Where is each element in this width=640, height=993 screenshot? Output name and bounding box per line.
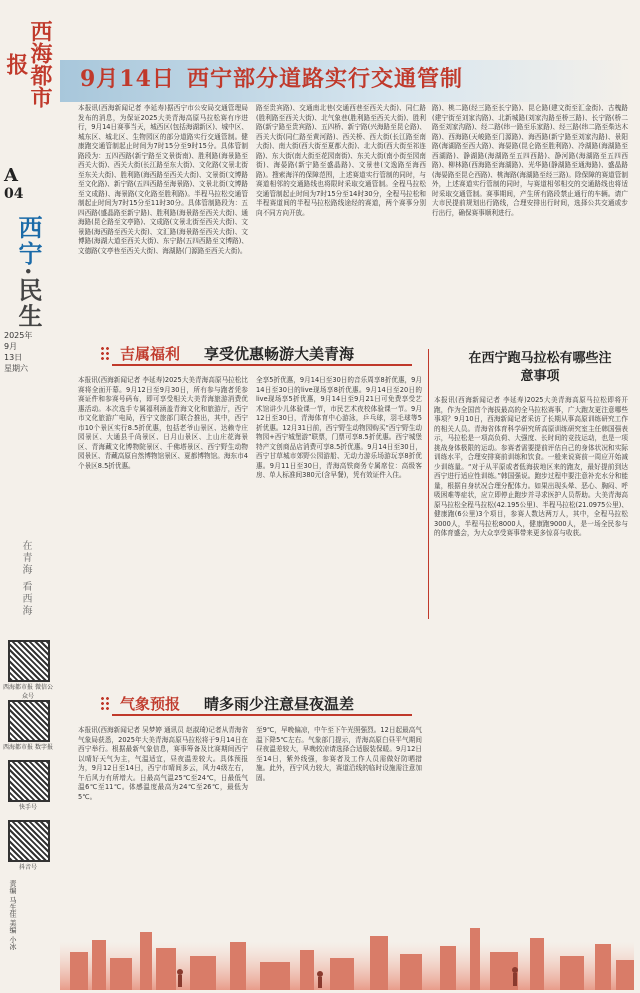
headline-title: 西宁部分道路实行交通管制 <box>186 66 463 92</box>
top-story-col3: 路)、桃二路(经三路至长宁路)、昆仑路(建文街至汇金街)、古槐路(建宁街至刘家沟路)、北新城路(刘家沟路至桥三路)、长宁路(桥二路至刘家沟路)、经二路(纬一路至乐家路)、经三路(纬二路至柴达木路)、西海路(天峻路至门源路)、海西路(新宁路至刘家沟路)、景阳路(海湖路至西大路)、海晏路(昆仑路至胜利路)、冷湖路(海湖路至西湖路)、静湖路(海湖路至五四西路)、静河路(海湖路至五四西路)、柳林路(西海路至海湖路)、光华路(静湖路至通海路)、盛晶路(海晏路至昆仑西路)、桃海路(海湖路至经三路)。除保障的赛道管制外，上述赛道实行管制的同时，与赛道相邻相交的交通路线也将适时采取交通管制。赛事期间，产生所有路段禁止通行的车辆。请广大市民提前规划出行路线，合理安排出行时间，选择公共交通或步行出行，确保赛事顺利进行。 <box>432 104 628 217</box>
story3-left: 本报讯(西海新闻记者 吴梦婷 通讯员 赵淑琦)记者从青海省气象局获悉，2025年大美青海高原马拉松将于9月14日在西宁举行。根据最新气象信息，赛事筹备及比赛期间西宁以晴好天气为主，气温适宜，昼夜温差较大。具体预报为，9月12日至14日，西宁市晴间多云，风力4级左右，午后风力有所增大。日最高气温25℃至24℃，日最低气温6℃至11℃。体感温度最高为24℃至26℃，最低为5℃。 <box>78 726 248 801</box>
qr-code-icon[interactable] <box>8 700 50 742</box>
qr-label: 抖音号 <box>18 864 37 871</box>
qr-label: 快手号 <box>18 804 37 811</box>
story4-title: 在西宁跑马拉松有哪些注意事项 <box>468 351 612 384</box>
section-dot: · <box>14 267 43 278</box>
section-part1: 西宁 <box>14 215 43 267</box>
qr-label: 西海都市报 微信公众号 <box>3 684 53 700</box>
date-month: 9月 <box>4 342 18 351</box>
banner-underline <box>112 364 412 366</box>
banner-underline <box>112 714 412 716</box>
qr-label: 西海都市报 数字报 <box>3 744 53 751</box>
story2-left: 本报讯(西海新闻记者 李延寿)2025大美青海高原马拉松比赛将全面开幕。9月12日至9月30日，所有参与跑者凭参赛证件和参赛号码布，即可享受相关大美青海旅游消费优惠活动。本次选手专属福利涵盖青海文化和旅游厅，西宁市文化旅游广电局，西宁文旅部门联合推出，其中，西宁市10个景区实行8.5折优惠，包括老爷山景区、达赖寺庄园景区、大通县千尚景区、日月山景区、上山庄花海景区、青海藏文化博物院景区、千佛塔景区、西宁野生动物园景区、青藏高原自然博物馆景区、夏都博物馆。海东市4个景区8.5折优惠。 <box>78 376 248 470</box>
story2-banner <box>112 342 412 366</box>
page-letter: A <box>4 165 18 186</box>
story4-accent-line <box>428 349 429 619</box>
page-code <box>4 165 23 202</box>
sidebar <box>0 0 56 993</box>
top-story-col1: 本报讯(西海新闻记者 李延寿)据西宁市公安局交通管理局发布的消息，为保证2025大美青海高原马拉松赛有序进行，9月14日赛事当天，城西区(包括海湖新区)、城中区、城东区、城北区、生物园区的部分道路实行交通管制。健康跑交通管制起止时间为7时15分至9时15分。具体管制路段为：五四西路(新宁路至文景街南)、胜利路(海景路至西关大街)、西关大街(长江路至东大街)、文化路(文景北街至东关大街)、胜利路(海西路至西关大街)、文景街(文博路至文化路)、新宁路(五四西路至海景路)、文景北街(文博路至文成路)、海景路(文化路至胜利路)。半程马拉松交通管制起止时间为7时15分至11时30分。具体管制路段为：五四西路(盛晶路至新宁路)、胜利路(海景路至西关大街)、通海路(昆仑路至文亭路)、文成路(文景北街至西关大街)、文景路(海西路至西关大街)、文汇路(海景路至西关大街)、文博路(海湖大道至西关大街)、东宁路(五四西路至文博路)、文德路(文亭巷至西关大街)、海湖路(门源路至西关大街)。 <box>78 104 248 255</box>
issue-date <box>4 330 52 374</box>
story3-banner <box>112 692 412 716</box>
qr-code-icon[interactable] <box>8 760 50 802</box>
story3-title: 晴多雨少注意昼夜温差 <box>204 695 355 713</box>
date-day: 13日 <box>4 353 23 362</box>
top-story-col2: 路至贵宾路)、交通南北巷(交通西巷至西关大街)、同仁路(胜利路至西关大街)、北气象巷(胜利路至西关大街)、胜利路(新宁路至贵宾路)、五四桥、新宁路(兴海路至昆仑路)、西关大街(同仁路至黄河路)、西关桥、西大街(长江路至南大街)、南大街(西大街至夏都大街)、北大街(西大街至祁连路)、东大街(南大街至花园南街)、东关大街(南小街至园南街)、海晏路(新宁路至盛晶路)、文景巷(文逸路至海西路)。搜索海洋的保障范围，上述赛道实行管制的同时，与赛道相邻的交通路线也将限时采取交通管制。全程马拉松交通管制起止时间为7时15分至14时30分，全程马拉松和半程赛道间的半程马拉松路线途经的赛道，两个赛事分别向不同方向开放。 <box>256 104 426 217</box>
date-year: 2025年 <box>4 331 33 340</box>
qr-code-icon[interactable] <box>8 640 50 682</box>
story2-right: 全享5折优惠，9月14日至30日的音乐周享8折优惠，9月14日至30日的live现场享8折优惠。9月14日至20日的live现场享5折优惠，9月14日至9月21日可免费享受艺术馆讲少儿体验课一节，市民艺术夜校体验课一节。9月12日至30日，青海体育中心游泳，乒乓球，羽毛球等5折优惠。12月31日前，西宁野生动物园购买“西宁野生动物园+西宁城堡游”联票，门票可享8.5折优惠。西宁城堡特产文创商品店消费可享8.5折优惠。9月14日至30日，西宁甘草城市郊野公园游船、无动力游乐场游玩享8折优惠。9月11日至30日，青海高铁商务专属席位：高级客房、单人标准间380元(含早餐)，凭有效证件入住。 <box>256 376 422 479</box>
masthead: 西海都市报 <box>3 20 53 108</box>
story2-title: 享受优惠畅游大美青海 <box>204 345 355 363</box>
headline-date: 9月14日 <box>80 66 175 92</box>
qr-code-icon[interactable] <box>8 820 50 862</box>
section-name <box>8 215 46 329</box>
date-weekday: 星期六 <box>4 364 28 373</box>
skyline-illustration <box>60 912 634 990</box>
story2-tag: 吉属福利 <box>120 345 181 363</box>
story3-tag: 气象预报 <box>120 695 181 713</box>
section-part2: 民生 <box>14 277 43 330</box>
banner-dots <box>100 696 110 712</box>
page-number: 04 <box>4 186 24 202</box>
banner-dots <box>100 346 110 362</box>
story3-right: 至9℃，早晚偏凉，中午至下午光照强烈。12日起最高气温下降5℃左右。气象部门提示，青海高原白昼平气期间昼夜温差较大，早晚较凉请选择合适服装保暖。9月12日至14日，紫外线强，参赛者及工作人员需做好防晒措施。此外，西宁风力较大，赛道沿线的临时设施需注意加固。 <box>256 726 422 782</box>
slogan: 在青海 看西海 <box>20 540 31 618</box>
story4-body: 本报讯(西海新闻记者 李延寿)2025大美青海高原马拉松即将开跑，作为全国首个海拔最高的全马拉松赛事，广大跑友更注意哪些事项？9月10日，西海新闻记者采访了长期从事高原训练研究工作的相关人员。青海省体育科学研究所高原训练研究室主任韩国强表示，马拉松是一项高负荷、大强度、长时间的竞技运动，也是一项挑战身体极限的运动。参赛者需要提前评估自己的身体状况和实际训练水平，合理安排赛前训练和饮食。一般来说赛前一周应开始减少训练量。“对于从平原或者低海拔地区来的跑友，最好提前到达西宁进行适应性训练。”韩国强说。跑步过程中要注意补充水分和能量，根据自身状况合理分配体力。如果出现头晕、恶心、胸闷、呼吸困难等症状，应立即停止跑步并寻求医护人员帮助。大美青海高原马拉松全程马拉松(42.195公里)、半程马拉松(21.0975公里)、健康跑(6公里)3个项目，参赛人数达两万人，其中，全程马拉松3000人，半程马拉松8000人，健康跑9000人，是一场全民参与的体育盛会，为大众享受赛事带来更多惊喜与收获。 <box>434 396 628 537</box>
editor-credit: 责编 马生佳 美编 小冰 <box>9 880 17 950</box>
main-content <box>60 4 634 989</box>
headline <box>80 62 463 93</box>
